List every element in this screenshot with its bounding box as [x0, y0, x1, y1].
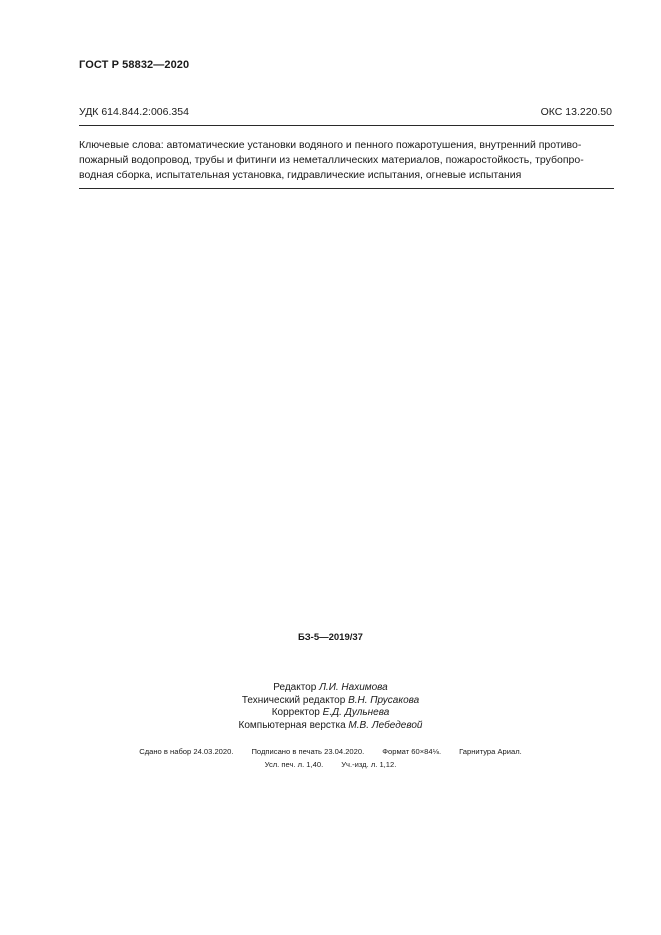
credit-name: М.В. Лебедевой	[348, 719, 423, 731]
keywords-line-1: Ключевые слова: автоматические установки водяного и пенного пожаротушения, внутренний противо-	[79, 139, 582, 151]
keywords-line-2: пожарный водопровод, трубы и фитинги из неметаллических материалов, пожаростойкость, трубопро-	[79, 154, 584, 166]
credit-layout	[0, 720, 661, 733]
credit-name: Е.Д. Дульнева	[322, 707, 390, 718]
credit-role: Компьютерная верстка	[238, 719, 346, 731]
typeface: Гарнитура Ариал.	[459, 747, 522, 756]
credit-editor	[0, 682, 661, 695]
credit-proofreader	[0, 707, 661, 720]
bz-number: БЗ-5—2019/37	[298, 632, 363, 643]
print-info-block	[0, 745, 661, 771]
credits-block	[0, 682, 661, 732]
keywords-line-3: водная сборка, испытательная установка, гидравлические испытания, огневые испытания	[79, 169, 522, 181]
classification-row	[79, 106, 612, 118]
paper-format: Формат 60×84⅛.	[382, 747, 442, 756]
udk-code: УДК 614.844.2:006.354	[79, 106, 189, 118]
divider-keywords	[79, 188, 614, 189]
credit-role: Корректор	[271, 707, 320, 718]
credit-name: В.Н. Прусакова	[348, 694, 420, 706]
standard-code: ГОСТ Р 58832—2020	[79, 59, 190, 71]
print-info-row-1	[0, 745, 661, 758]
credit-role: Технический редактор	[241, 694, 346, 706]
credit-name: Л.И. Нахимова	[319, 682, 388, 693]
divider-top	[79, 125, 614, 126]
print-info-row-2	[0, 758, 661, 771]
print-sheets: Усл. печ. л. 1,40.	[264, 760, 324, 769]
credit-tech-editor	[0, 695, 661, 708]
publisher-sheets: Уч.-изд. л. 1,12.	[341, 760, 397, 769]
keywords-paragraph	[79, 138, 624, 183]
oks-code: ОКС 13.220.50	[540, 106, 612, 118]
credit-role: Редактор	[273, 682, 317, 693]
submitted-date: Сдано в набор 24.03.2020.	[139, 747, 234, 756]
signed-date: Подписано в печать 23.04.2020.	[251, 747, 365, 756]
